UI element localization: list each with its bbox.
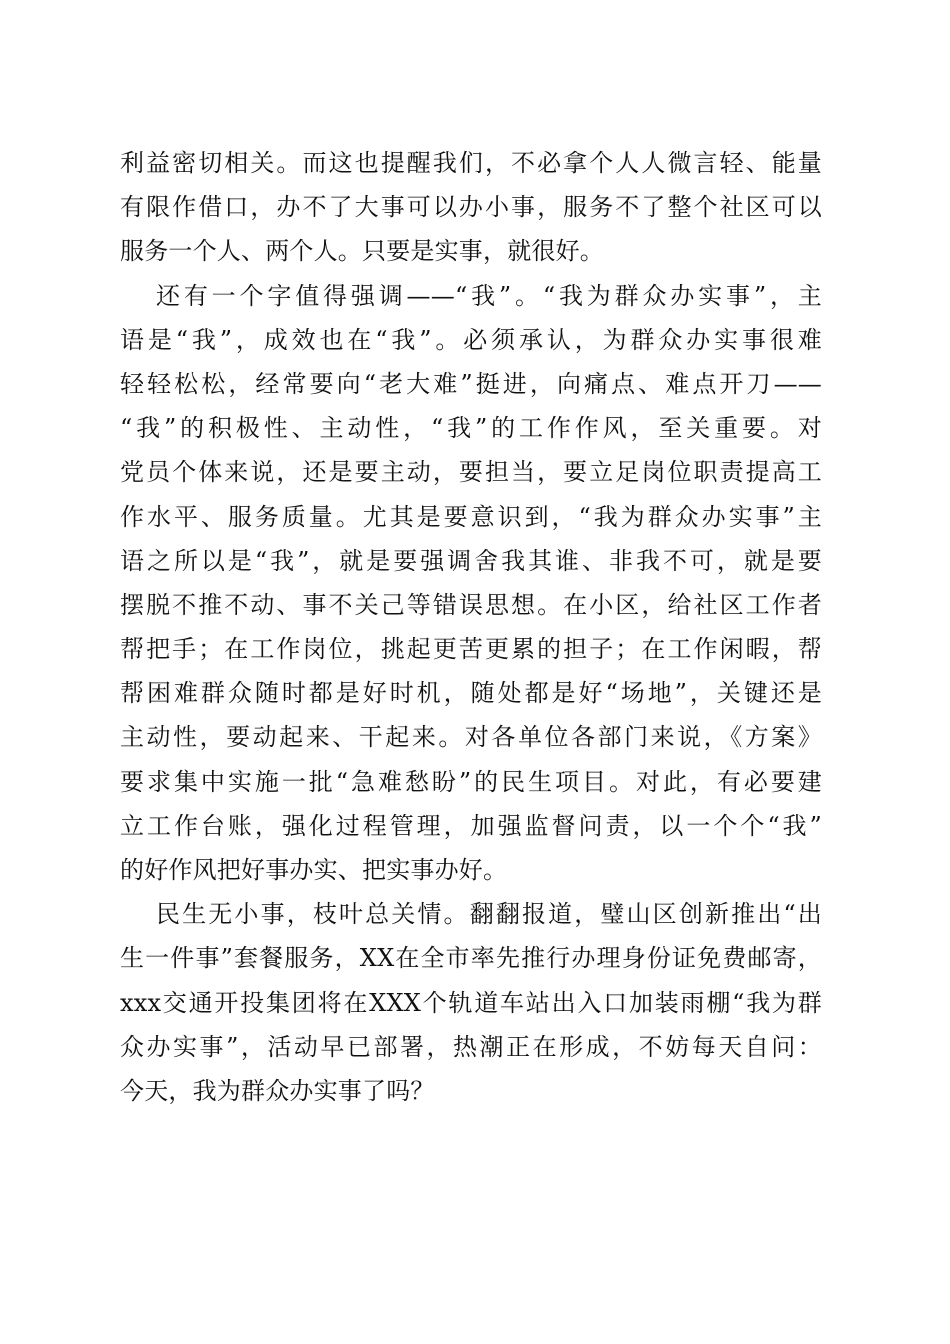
text-line: 生一件事”套餐服务，XX在全市率先推行办理身份证免费邮寄，: [120, 944, 822, 973]
text-line: xxx交通开投集团将在XXX个轨道车站出入口加装雨棚“我为群: [120, 988, 822, 1017]
text-line: 民生无小事，枝叶总关情。翻翻报道，璧山区创新推出“出: [156, 900, 822, 929]
text-line: 众办实事”，活动早已部署，热潮正在形成，不妨每天自问：: [120, 1032, 822, 1061]
text-line: 帮困难群众随时都是好时机，随处都是好“场地”，关键还是: [120, 679, 822, 708]
text-line: 帮把手；在工作岗位，挑起更苦更累的担子；在工作闲暇，帮: [120, 635, 822, 664]
document-body: [120, 141, 822, 1113]
text-line: 的好作风把好事办实、把实事办好。: [120, 856, 508, 884]
text-line: 作水平、服务质量。尤其是要意识到，“我为群众办实事”主: [120, 502, 822, 531]
text-line: 有限作借口，办不了大事可以办小事，服务不了整个社区可以: [120, 193, 822, 222]
text-line: 立工作台账，强化过程管理，加强监督问责，以一个个“我”: [120, 811, 822, 840]
text-line: 服务一个人、两个人。只要是实事，就很好。: [120, 237, 604, 266]
text-line: 要求集中实施一批“急难愁盼”的民生项目。对此，有必要建: [120, 767, 822, 796]
text-line: 摆脱不推不动、事不关己等错误思想。在小区，给社区工作者: [120, 590, 822, 619]
text-line: 党员个体来说，还是要主动，要担当，要立足岗位职责提高工: [120, 458, 822, 487]
text-line: 还有一个字值得强调——“我”。“我为群众办实事”，主: [156, 281, 822, 310]
text-line: “我”的积极性、主动性，“我”的工作作风，至关重要。对: [120, 414, 822, 443]
text-line: 利益密切相关。而这也提醒我们，不必拿个人人微言轻、能量: [120, 149, 822, 177]
text-line: 今天，我为群众办实事了吗？: [120, 1076, 435, 1105]
text-line: 轻轻松松，经常要向“老大难”挺进，向痛点、难点开刀——: [120, 369, 822, 398]
text-line: 语是“我”，成效也在“我”。必须承认，为群众办实事很难: [120, 325, 822, 354]
text-line: 主动性，要动起来、干起来。对各单位各部门来说，《方案》: [120, 723, 822, 752]
text-line: 语之所以是“我”，就是要强调舍我其谁、非我不可，就是要: [120, 546, 822, 575]
